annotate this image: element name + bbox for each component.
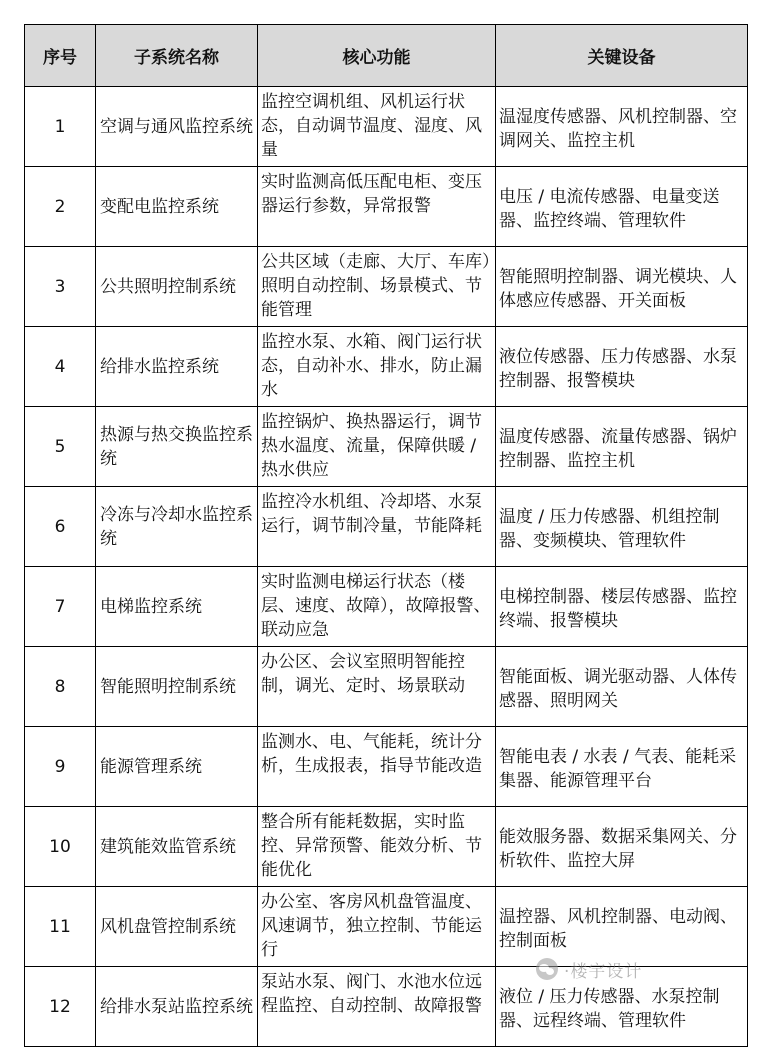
table-row — [25, 887, 748, 967]
cell-subsystem-name: 公共照明控制系统 — [96, 247, 258, 327]
cell-core-function: 办公区、会议室照明智能控制，调光、定时、场景联动 — [258, 647, 496, 727]
cell-subsystem-name: 智能照明控制系统 — [96, 647, 258, 727]
watermark — [536, 956, 642, 982]
cell-index: 6 — [25, 487, 96, 567]
table-row — [25, 247, 748, 327]
cell-core-function: 公共区域（走廊、大厅、车库）照明自动控制、场景模式、节能管理 — [258, 247, 496, 327]
cell-key-devices: 电梯控制器、楼层传感器、监控终端、报警模块 — [496, 567, 748, 647]
cell-key-devices: 智能面板、调光驱动器、人体传感器、照明网关 — [496, 647, 748, 727]
table-row — [25, 87, 748, 167]
cell-subsystem-name: 变配电监控系统 — [96, 167, 258, 247]
cell-core-function: 整合所有能耗数据，实时监控、异常预警、能效分析、节能优化 — [258, 807, 496, 887]
cell-index: 11 — [25, 887, 96, 967]
header-key-devices: 关键设备 — [496, 25, 748, 87]
cell-subsystem-name: 建筑能效监管系统 — [96, 807, 258, 887]
cell-subsystem-name: 风机盘管控制系统 — [96, 887, 258, 967]
table-row — [25, 487, 748, 567]
cell-key-devices: 温度 / 压力传感器、机组控制器、变频模块、管理软件 — [496, 487, 748, 567]
cell-subsystem-name: 热源与热交换监控系统 — [96, 407, 258, 487]
cell-key-devices: 温度传感器、流量传感器、锅炉控制器、监控主机 — [496, 407, 748, 487]
cell-key-devices: 电压 / 电流传感器、电量变送器、监控终端、管理软件 — [496, 167, 748, 247]
table-row — [25, 727, 748, 807]
cell-subsystem-name: 冷冻与冷却水监控系统 — [96, 487, 258, 567]
cell-key-devices: 能效服务器、数据采集网关、分析软件、监控大屏 — [496, 807, 748, 887]
table-header-row — [25, 25, 748, 87]
header-subsystem-name: 子系统名称 — [96, 25, 258, 87]
cell-index: 12 — [25, 967, 96, 1047]
cell-index: 3 — [25, 247, 96, 327]
cell-key-devices: 液位 / 压力传感器、水泵控制器、远程终端、管理软件 — [496, 967, 748, 1047]
cell-core-function: 实时监测电梯运行状态（楼层、速度、故障），故障报警、联动应急 — [258, 567, 496, 647]
cell-key-devices: 温湿度传感器、风机控制器、空调网关、监控主机 — [496, 87, 748, 167]
cell-core-function: 监控水泵、水箱、阀门运行状态，自动补水、排水，防止漏水 — [258, 327, 496, 407]
table-row — [25, 647, 748, 727]
cell-index: 4 — [25, 327, 96, 407]
cell-index: 5 — [25, 407, 96, 487]
table-body — [25, 87, 748, 1047]
cell-subsystem-name: 能源管理系统 — [96, 727, 258, 807]
cell-core-function: 监控冷水机组、冷却塔、水泵运行，调节制冷量，节能降耗 — [258, 487, 496, 567]
cell-subsystem-name: 给排水泵站监控系统 — [96, 967, 258, 1047]
cell-key-devices: 智能照明控制器、调光模块、人体感应传感器、开关面板 — [496, 247, 748, 327]
cell-index: 7 — [25, 567, 96, 647]
cell-subsystem-name: 电梯监控系统 — [96, 567, 258, 647]
cell-core-function: 监控锅炉、换热器运行，调节热水温度、流量，保障供暖 / 热水供应 — [258, 407, 496, 487]
header-core-function: 核心功能 — [258, 25, 496, 87]
cell-index: 10 — [25, 807, 96, 887]
table-row — [25, 167, 748, 247]
cell-subsystem-name: 空调与通风监控系统 — [96, 87, 258, 167]
subsystem-table-container — [24, 24, 748, 1047]
cell-key-devices: 液位传感器、压力传感器、水泵控制器、报警模块 — [496, 327, 748, 407]
cell-core-function: 监测水、电、气能耗，统计分析，生成报表，指导节能改造 — [258, 727, 496, 807]
cell-index: 8 — [25, 647, 96, 727]
cell-core-function: 监控空调机组、风机运行状态，自动调节温度、湿度、风量 — [258, 87, 496, 167]
cell-core-function: 泵站水泵、阀门、水池水位远程监控、自动控制、故障报警 — [258, 967, 496, 1047]
watermark-text: ·楼宇设计 — [564, 961, 643, 982]
header-index: 序号 — [25, 25, 96, 87]
table-row — [25, 807, 748, 887]
cell-key-devices: 温控器、风机控制器、电动阀、控制面板 — [496, 887, 748, 967]
cell-key-devices: 智能电表 / 水表 / 气表、能耗采集器、能源管理平台 — [496, 727, 748, 807]
table-row — [25, 407, 748, 487]
cell-subsystem-name: 给排水监控系统 — [96, 327, 258, 407]
subsystem-table — [24, 24, 748, 1047]
cell-index: 2 — [25, 167, 96, 247]
cell-core-function: 实时监测高低压配电柜、变压器运行参数，异常报警 — [258, 167, 496, 247]
table-row — [25, 327, 748, 407]
table-row — [25, 567, 748, 647]
cell-core-function: 办公室、客房风机盘管温度、风速调节，独立控制、节能运行 — [258, 887, 496, 967]
wechat-icon — [536, 958, 558, 980]
cell-index: 9 — [25, 727, 96, 807]
cell-index: 1 — [25, 87, 96, 167]
